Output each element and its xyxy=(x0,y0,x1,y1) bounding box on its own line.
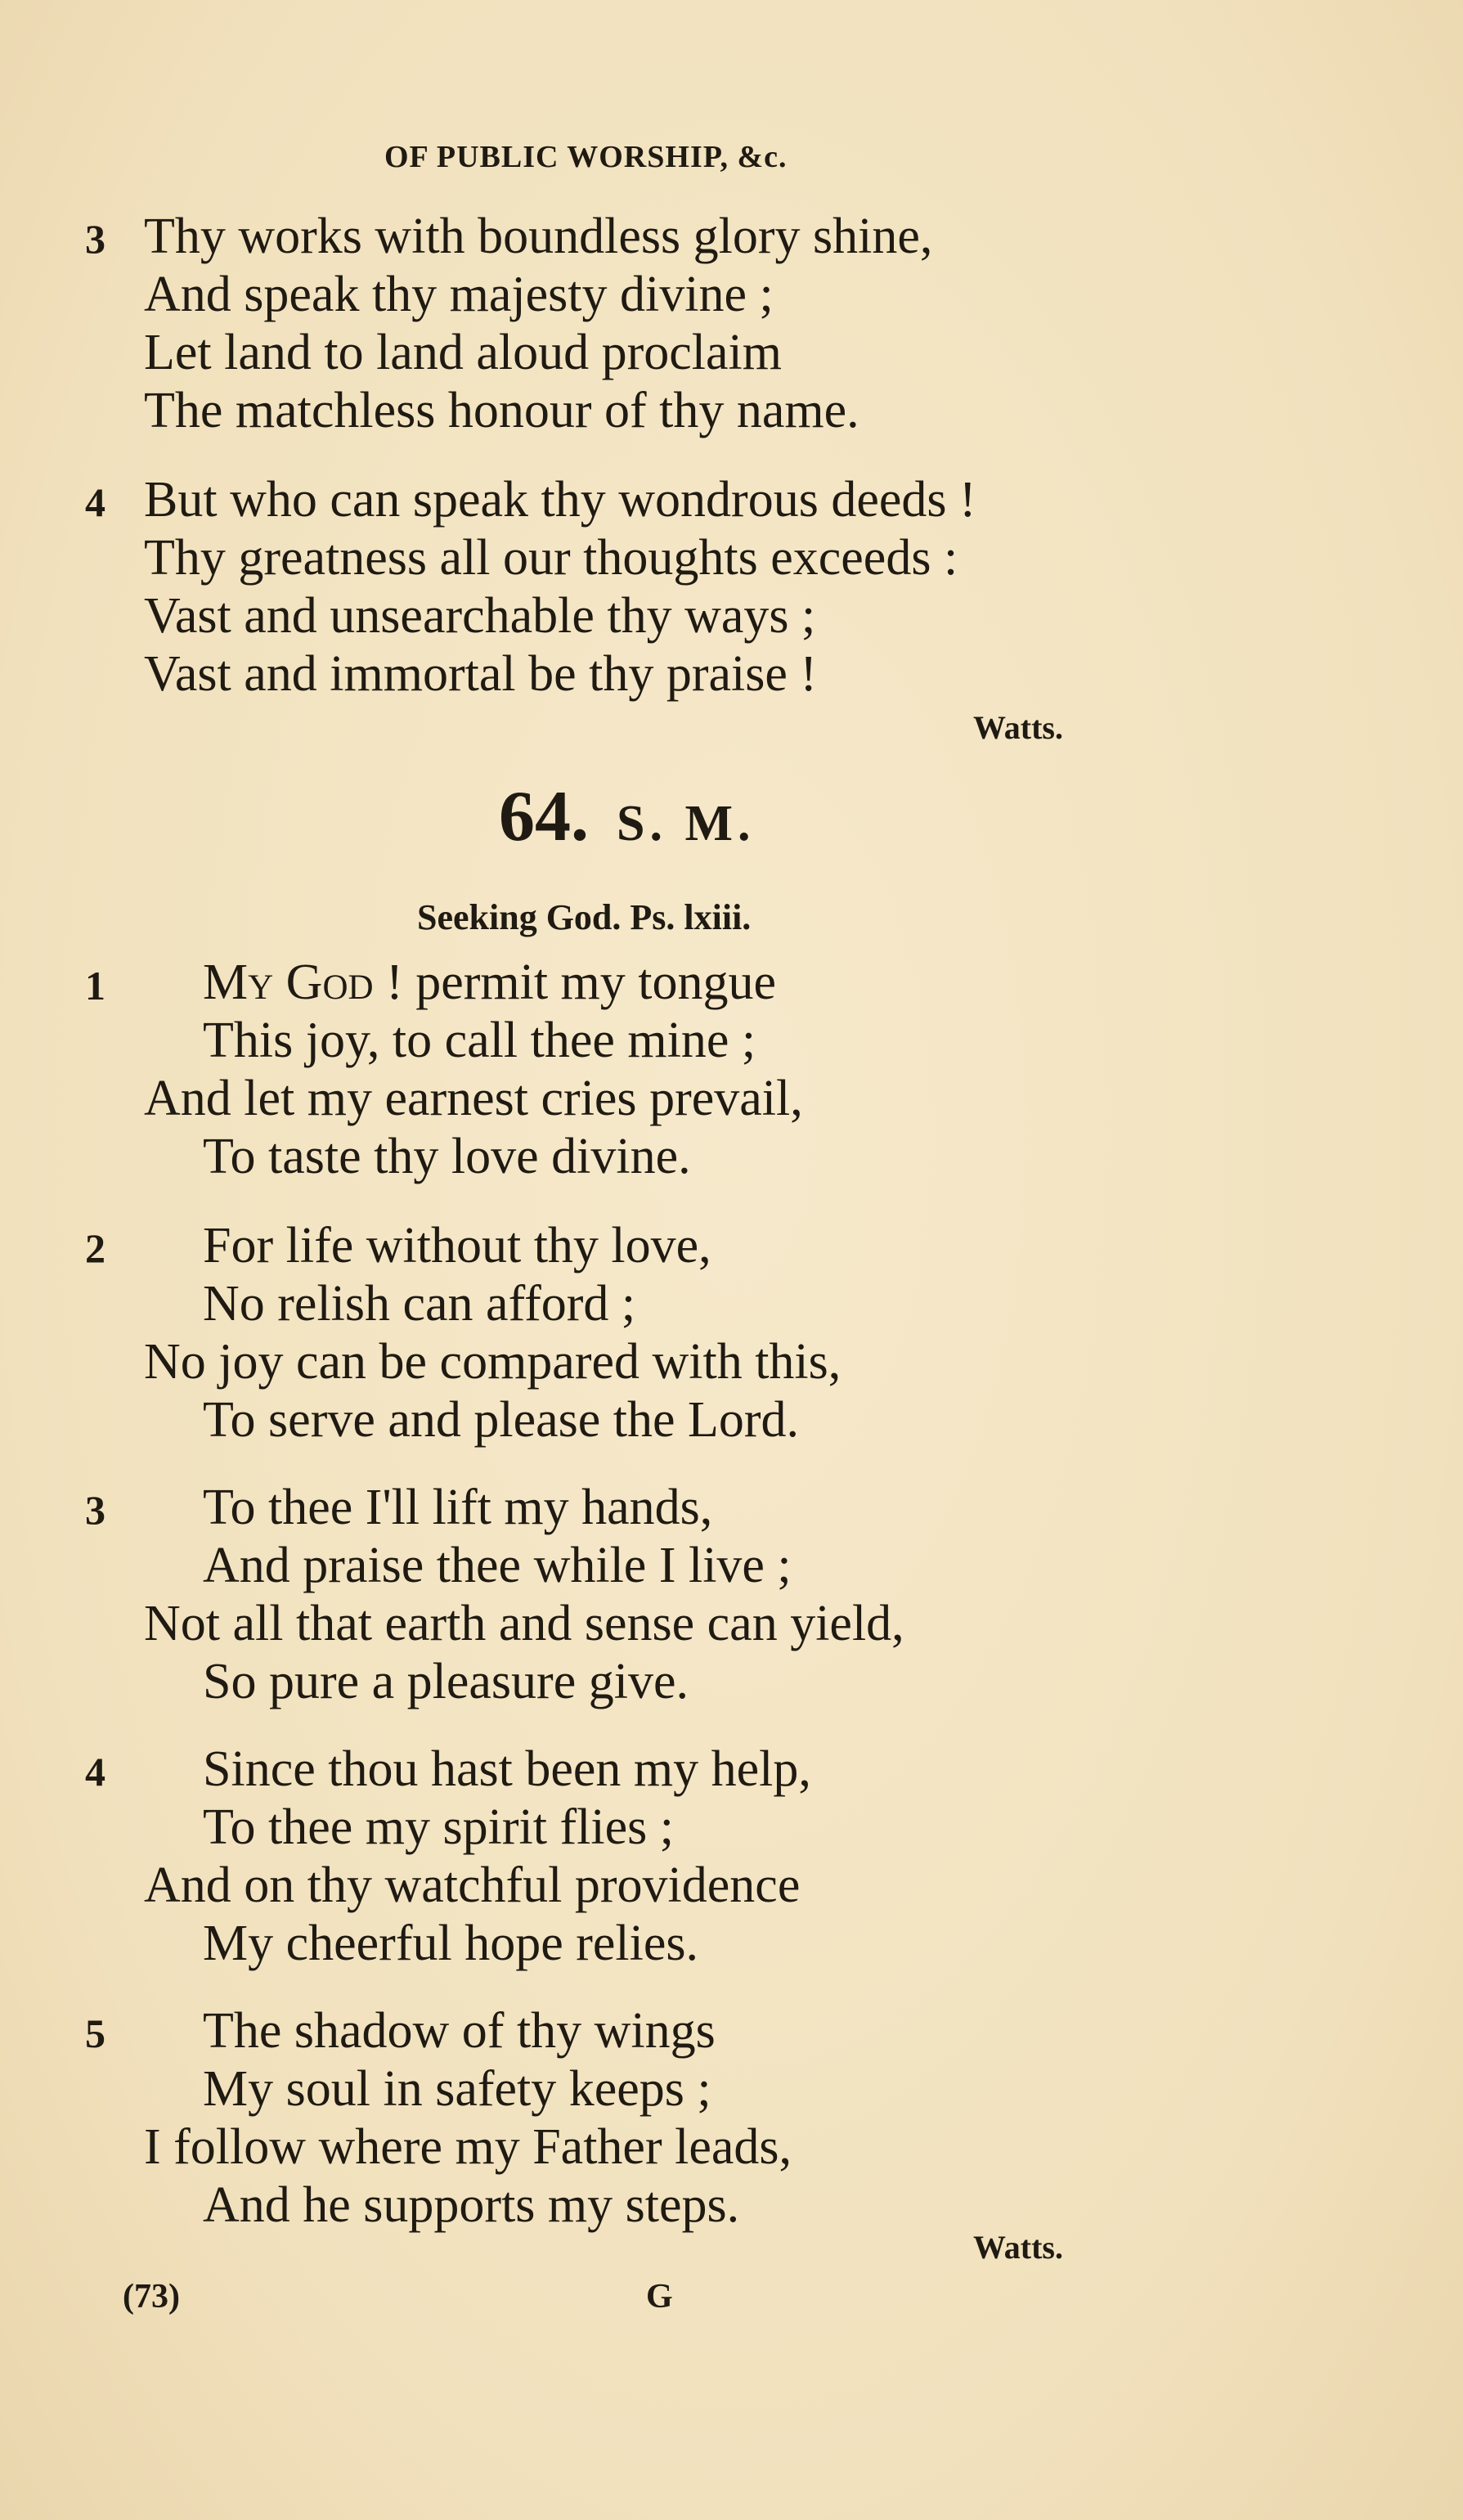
attribution: Watts. xyxy=(973,709,1063,746)
signature-mark: G xyxy=(646,2278,673,2316)
page-number: (73) xyxy=(123,2278,180,2316)
hymn-heading xyxy=(499,775,756,858)
verse-line: My soul in safety keeps ; xyxy=(203,2061,711,2117)
verse-line: For life without thy love, xyxy=(203,1218,711,1273)
verse-line: But who can speak thy wondrous deeds ! xyxy=(144,472,976,528)
verse-line: Vast and unsearchable thy ways ; xyxy=(144,588,816,644)
verse-line: Since thou hast been my help, xyxy=(203,1741,811,1797)
verse-line: Thy works with boundless glory shine, xyxy=(144,209,933,264)
hymn-subject: Seeking God. Ps. lxiii. xyxy=(417,897,752,937)
verse-line: This joy, to call thee mine ; xyxy=(203,1013,756,1068)
verse-line: Vast and immortal be thy praise ! xyxy=(144,646,818,702)
verse-number: 1 xyxy=(85,963,105,1008)
verse-line: And speak thy majesty divine ; xyxy=(144,267,774,322)
verse-line: To thee my spirit flies ; xyxy=(203,1799,674,1855)
verse-line: To taste thy love divine. xyxy=(203,1129,691,1184)
running-head: OF PUBLIC WORSHIP, &c. xyxy=(384,140,788,174)
first-line-lead: My God xyxy=(203,955,374,1010)
verse-line: And praise thee while I live ; xyxy=(203,1538,792,1593)
verse-line: The matchless honour of thy name. xyxy=(144,383,859,438)
verse-line: And let my earnest cries prevail, xyxy=(144,1071,803,1126)
verse-number: 3 xyxy=(85,216,105,262)
verse-line: Thy greatness all our thoughts exceeds : xyxy=(144,530,958,586)
verse-line: No relish can afford ; xyxy=(203,1276,636,1332)
first-line-rest: ! permit my tongue xyxy=(386,955,777,1010)
verse-line: Not all that earth and sense can yield, xyxy=(144,1596,904,1651)
verse-line: And on thy watchful providence xyxy=(144,1857,801,1913)
verse-line: I follow where my Father leads, xyxy=(144,2119,792,2175)
verse-number: 2 xyxy=(85,1225,105,1271)
verse-line: Let land to land aloud proclaim xyxy=(144,325,782,380)
verse-number: 3 xyxy=(85,1487,105,1533)
verse-number: 4 xyxy=(85,479,105,525)
verse-line xyxy=(203,954,776,1012)
attribution: Watts. xyxy=(973,2229,1063,2266)
verse-number: 4 xyxy=(85,1749,105,1795)
verse-line: No joy can be compared with this, xyxy=(144,1334,841,1390)
hymn-number: 64. xyxy=(499,777,589,856)
verse-number: 5 xyxy=(85,2010,105,2056)
verse-line: The shadow of thy wings xyxy=(203,2003,716,2059)
verse-line: And he supports my steps. xyxy=(203,2177,740,2233)
verse-line: To thee I'll lift my hands, xyxy=(203,1480,713,1535)
hymn-meter: S. M. xyxy=(617,796,756,851)
verse-line: So pure a pleasure give. xyxy=(203,1654,689,1709)
verse-line: To serve and please the Lord. xyxy=(203,1392,800,1448)
verse-line: My cheerful hope relies. xyxy=(203,1916,698,1971)
